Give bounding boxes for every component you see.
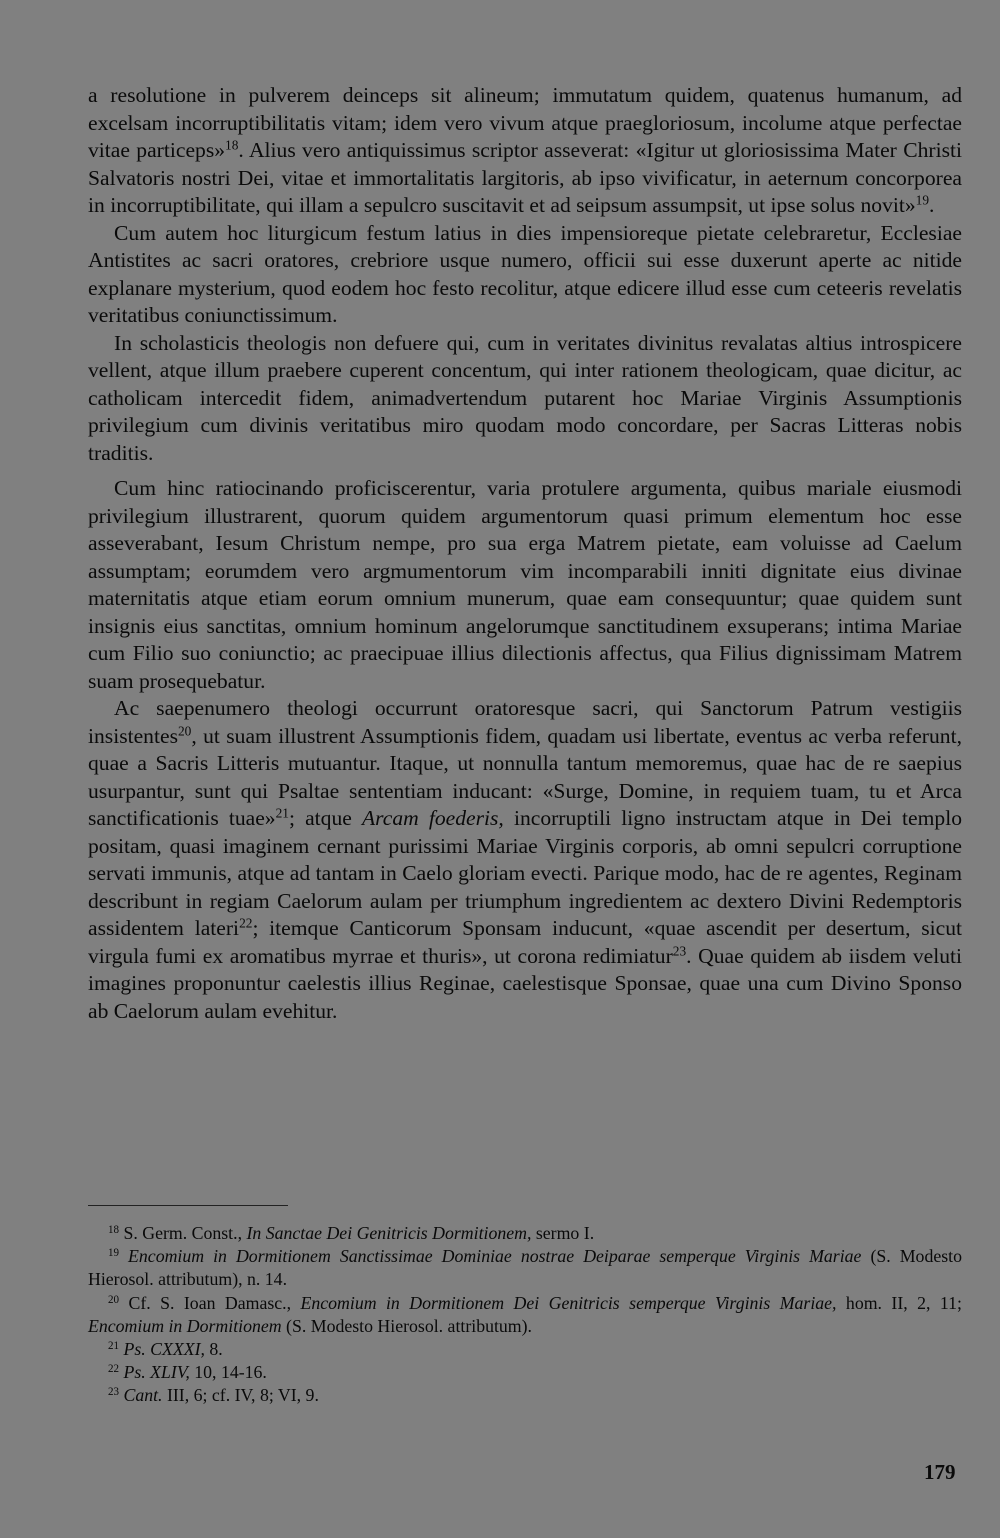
text-run: Cf. S. Ioan Damasc., <box>128 1292 301 1313</box>
text-run: . Alius vero antiquissimus scriptor asseverat: «Igitur ut gloriosissima Mater Christi Salvatoris nostri Dei, vitae et immortalitatis largitoris, ab ipso vivificatur, in aeternum concorporea in incorruptibilitate, qui illam a sepulcro suscitavit et ad seipsum assumpsit, ut ipse solus novit» <box>88 138 962 217</box>
italic-run: In Sanctae Dei Genitricis Dormitionem, <box>246 1223 532 1243</box>
italic-run: Encomium in Dormitionem Dei Genitricis semperque Virginis Mariae, <box>300 1292 837 1313</box>
footnote-ref-19: 19 <box>915 192 930 208</box>
footnote-19 <box>88 1245 962 1291</box>
footnote-number: 22 <box>108 1363 120 1376</box>
text-run: (S. Modesto Hierosol. attributum). <box>281 1315 533 1336</box>
italic-run: Ps. XLIV, <box>123 1362 190 1383</box>
footnote-21 <box>88 1338 962 1361</box>
text-run: 8. <box>204 1339 223 1360</box>
text-run: incorruptili ligno instructam atque in Dei templo positam, quasi imaginem cernant purissimi Mariae Virginis corporis, ab omni sepulcri corruptione servati immunis, atque ad tantam in Caelo gloriam evecti. Parique modo, hac de re agentes, Reginam describunt in regiam Caelorum aulam per triumphum ingredientem ac dextero Divini Redemptoris assidentem lateri <box>88 806 962 940</box>
text-run: 10, 14-16. <box>189 1362 267 1383</box>
page-number: 179 <box>924 1460 956 1484</box>
text-run: hom. II, 2, 11; <box>836 1292 962 1313</box>
text-run: (S. Modesto Hierosol. attributum), n. 14. <box>88 1246 962 1290</box>
footnote-ref-20: 20 <box>177 723 192 739</box>
paragraph-1 <box>88 82 962 220</box>
paragraph-4: Cum hinc ratiocinando proficiscerentur, varia protulere argumenta, quibus mariale eiusmodi privilegium illustrarent, quorum quidem argumentorum quasi primum elementum hoc esse asseverabant, Iesum Christum nempe, pro sua erga Matrem pietate, eam voluisse ad Caelum assumptam; eorumdem vero argmumentorum vim incomparabili inniti dignitate eius divinae maternitatis atque etiam eorum omnium munerum, quae eam consequuntur; quae quidem sunt insignis eius sanctitas, omnium hominum angelorumque sanctitudinem exsuperans; intima Mariae cum Filio suo coniunctio; ac praecipuae illius dilectionis affectus, qua Filius dignissimam Matrem suam prosequebatur. <box>88 476 962 693</box>
italic-run: Encomium in Dormitionem <box>88 1315 282 1336</box>
footnote-ref-18: 18 <box>225 137 239 153</box>
text-run: , ut suam illustrent Assumptionis fidem, quadam usi libertate, eventus ac verba referunt, quae a Sacris Litteris mutuantur. Itaque, ut nonnulla tantum memoremus, quae hac de re saepius usurpantur, sunt qui Psaltae sententiam inducant: «Surge, Domine, in requiem tuam, tu et Arca sanctificationis tuae» <box>88 723 962 830</box>
text-run: . Quae quidem ab iisdem veluti imagines proponuntur caelestis illius Reginae, caelestisque Sponsae, quae una cum Divino Sponso ab Caelorum aulam evehitur. <box>88 943 962 1023</box>
text-run: S. Germ. Const., <box>123 1223 247 1243</box>
text-run: sermo I. <box>531 1223 595 1243</box>
text-run: ; itemque Canticorum Sponsam inducunt, «quae ascendit per desertum, sicut virgula fumi ex aromatibus myrrae et thuris», ut corona redimiatur <box>88 916 962 968</box>
footnote-number: 21 <box>108 1339 120 1352</box>
footnote-20 <box>88 1292 962 1338</box>
footnotes <box>88 1222 962 1408</box>
footnote-number: 18 <box>108 1223 120 1236</box>
text-run: ; atque <box>288 806 362 830</box>
paragraph-2: Cum autem hoc liturgicum festum latius in dies impensioreque pietate celebraretur, Ecclesiae Antistites ac sacri oratores, crebriore usque numero, officii sui esse duxerunt aperte ac nitide explanare mysterium, quod eodem hoc festo recolitur, atque edicere illud esse cum ceteeris revelatis veritatibus coniunctissimum. <box>88 220 962 327</box>
text-run: . <box>929 193 935 217</box>
footnote-22 <box>88 1361 962 1384</box>
footnote-number: 19 <box>108 1247 120 1260</box>
italic-run: Ps. CXXXI, <box>123 1339 205 1360</box>
paragraph-5 <box>88 695 962 1025</box>
footnote-number: 20 <box>108 1293 120 1306</box>
italic-run: Encomium in Dormitionem Sanctissimae Dominiae nostrae Deiparae semperque Virginis Mariae <box>128 1246 862 1267</box>
text-run: III, 6; cf. IV, 8; VI, 9. <box>162 1385 319 1406</box>
text-run: a resolutione in pulverem deinceps sit alineum; immutatum quidem, quatenus humanum, ad excelsam incorruptibilitatis vitam; idem vero vivum atque praegloriosum, incolume atque perfectae vitae particeps» <box>88 83 962 162</box>
footnote-ref-22: 22 <box>239 915 253 931</box>
footnote-ref-21: 21 <box>275 805 289 821</box>
footnote-18 <box>88 1222 962 1245</box>
paragraph-3: In scholasticis theologis non defuere qui, cum in veritates divinitus revalatas altius introspicere vellent, atque illum praebere cuperent concentum, qui inter rationem theologicam, quae dicitur, ac catholicam intercedit fidem, animadvertendum putarent hoc Mariae Virginis Assumptionis privilegium cum divinis veritatibus miro quodam modo concordare, per Sacras Litteras nobis traditis. <box>88 330 962 465</box>
footnote-divider <box>88 1205 288 1206</box>
italic-run: Arcam foederis, <box>361 806 504 830</box>
footnote-ref-23: 23 <box>672 943 687 959</box>
footnote-number: 23 <box>108 1386 120 1399</box>
italic-run: Cant. <box>123 1385 163 1406</box>
text-run: Ac saepenumero theologi occurrunt oratoresque sacri, qui Sanctorum Patrum vestigiis insistentes <box>88 696 962 748</box>
footnote-23 <box>88 1384 962 1407</box>
main-text <box>88 82 962 1025</box>
